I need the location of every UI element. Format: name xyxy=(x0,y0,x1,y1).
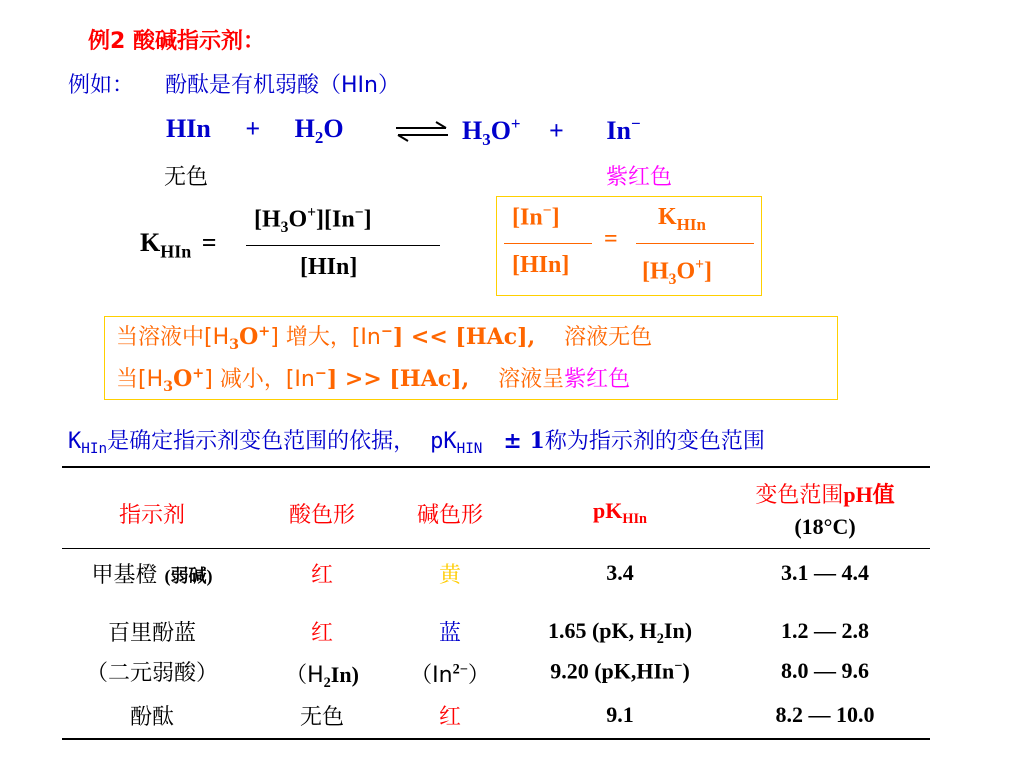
row3-pk: 9.20 (pK,HIn−) xyxy=(550,658,690,684)
k-hin-symbol: $K_{HIn}$ = xyxy=(140,228,217,262)
k-fraction-bar xyxy=(246,245,440,246)
eq-hin: HIn xyxy=(166,114,211,143)
table-bottom-rule xyxy=(62,738,930,740)
intro-line xyxy=(68,68,400,99)
condition-line-1: 当溶液中$[H_3O^+]$ 增大，[In−] << [HAc], 溶液无色 xyxy=(116,323,653,353)
header-pk: $pK_{HIn}$ xyxy=(593,498,647,527)
chemical-equation-right xyxy=(462,114,641,150)
header-range: 变色范围pH值 xyxy=(755,482,895,508)
row1-range: 3.1 — 4.4 xyxy=(781,560,869,585)
label-colorless: 无色 xyxy=(164,165,209,190)
eq-hydronium: $H_3O^+$ xyxy=(462,114,521,150)
range-statement: $K_{HIn}$是确定指示剂变色范围的依据， $pK_{HIN} \pm 1$称为指示剂的变色范围 xyxy=(68,428,765,457)
table-header-rule xyxy=(62,548,930,549)
eq-in-ion: In− xyxy=(606,114,641,146)
row1-base: 黄 xyxy=(438,563,461,588)
row1-acid: 红 xyxy=(310,563,333,588)
row3-note: （二元弱酸） xyxy=(85,661,218,686)
row3-acid: $(H_2In)$ xyxy=(285,662,359,691)
k-numerator: $[H_3O^+][In^-]$ xyxy=(254,204,372,236)
eq-plus-2: + xyxy=(549,116,564,146)
slide-title: 例2 酸碱指示剂： xyxy=(88,29,265,54)
row2-base: 蓝 xyxy=(438,621,461,646)
row1-name: 甲基橙 (弱碱) xyxy=(91,563,213,588)
row3-base: $(In^{2-})$ xyxy=(410,661,490,688)
row2-range: 1.2 — 2.8 xyxy=(781,618,869,643)
intro-prefix: 例如： xyxy=(68,73,135,98)
table-top-rule xyxy=(62,466,930,468)
chemical-equation xyxy=(166,114,344,148)
row1-pk: 3.4 xyxy=(606,560,634,585)
header-indicator: 指示剂 xyxy=(118,503,185,528)
k-denominator: [HIn] xyxy=(300,254,358,280)
condition-line-2: 当$[H_3O^+]$ 减小，[In−] >> [HAc], 溶液呈紫红色 xyxy=(116,365,631,395)
ratio-right-denominator: $[H_3O^+]$ xyxy=(642,256,713,288)
ratio-denominator: [HIn] xyxy=(512,252,570,278)
label-purple: 紫红色 xyxy=(606,165,673,190)
row2-pk: 1.65 (pK, $H_2In$) xyxy=(547,618,693,647)
intro-text: 酚酞是有机弱酸（HIn） xyxy=(165,73,400,98)
row4-name: 酚酞 xyxy=(129,705,174,730)
row4-base: 红 xyxy=(438,705,461,730)
ratio-equals: = xyxy=(604,226,618,252)
eq-plus-1: + xyxy=(245,114,261,143)
row4-pk: 9.1 xyxy=(606,702,634,727)
row4-acid: 无色 xyxy=(299,705,344,730)
row2-acid: 红 xyxy=(310,621,333,646)
eq-water: $H_2O$ xyxy=(294,114,344,147)
equilibrium-arrow-icon xyxy=(392,120,452,142)
ratio-bar-left xyxy=(504,243,592,244)
header-base-color: 碱色形 xyxy=(416,503,483,528)
row3-range: 8.0 — 9.6 xyxy=(781,658,869,683)
row2-name: 百里酚蓝 xyxy=(107,621,196,646)
ratio-bar-right xyxy=(636,243,754,244)
ratio-k: $K_{HIn}$ xyxy=(658,204,706,234)
ratio-numerator: [In−] xyxy=(512,202,560,231)
header-temp: (18°C) xyxy=(794,514,856,539)
row4-range: 8.2 — 10.0 xyxy=(775,702,875,727)
header-acid-color: 酸色形 xyxy=(288,503,355,528)
